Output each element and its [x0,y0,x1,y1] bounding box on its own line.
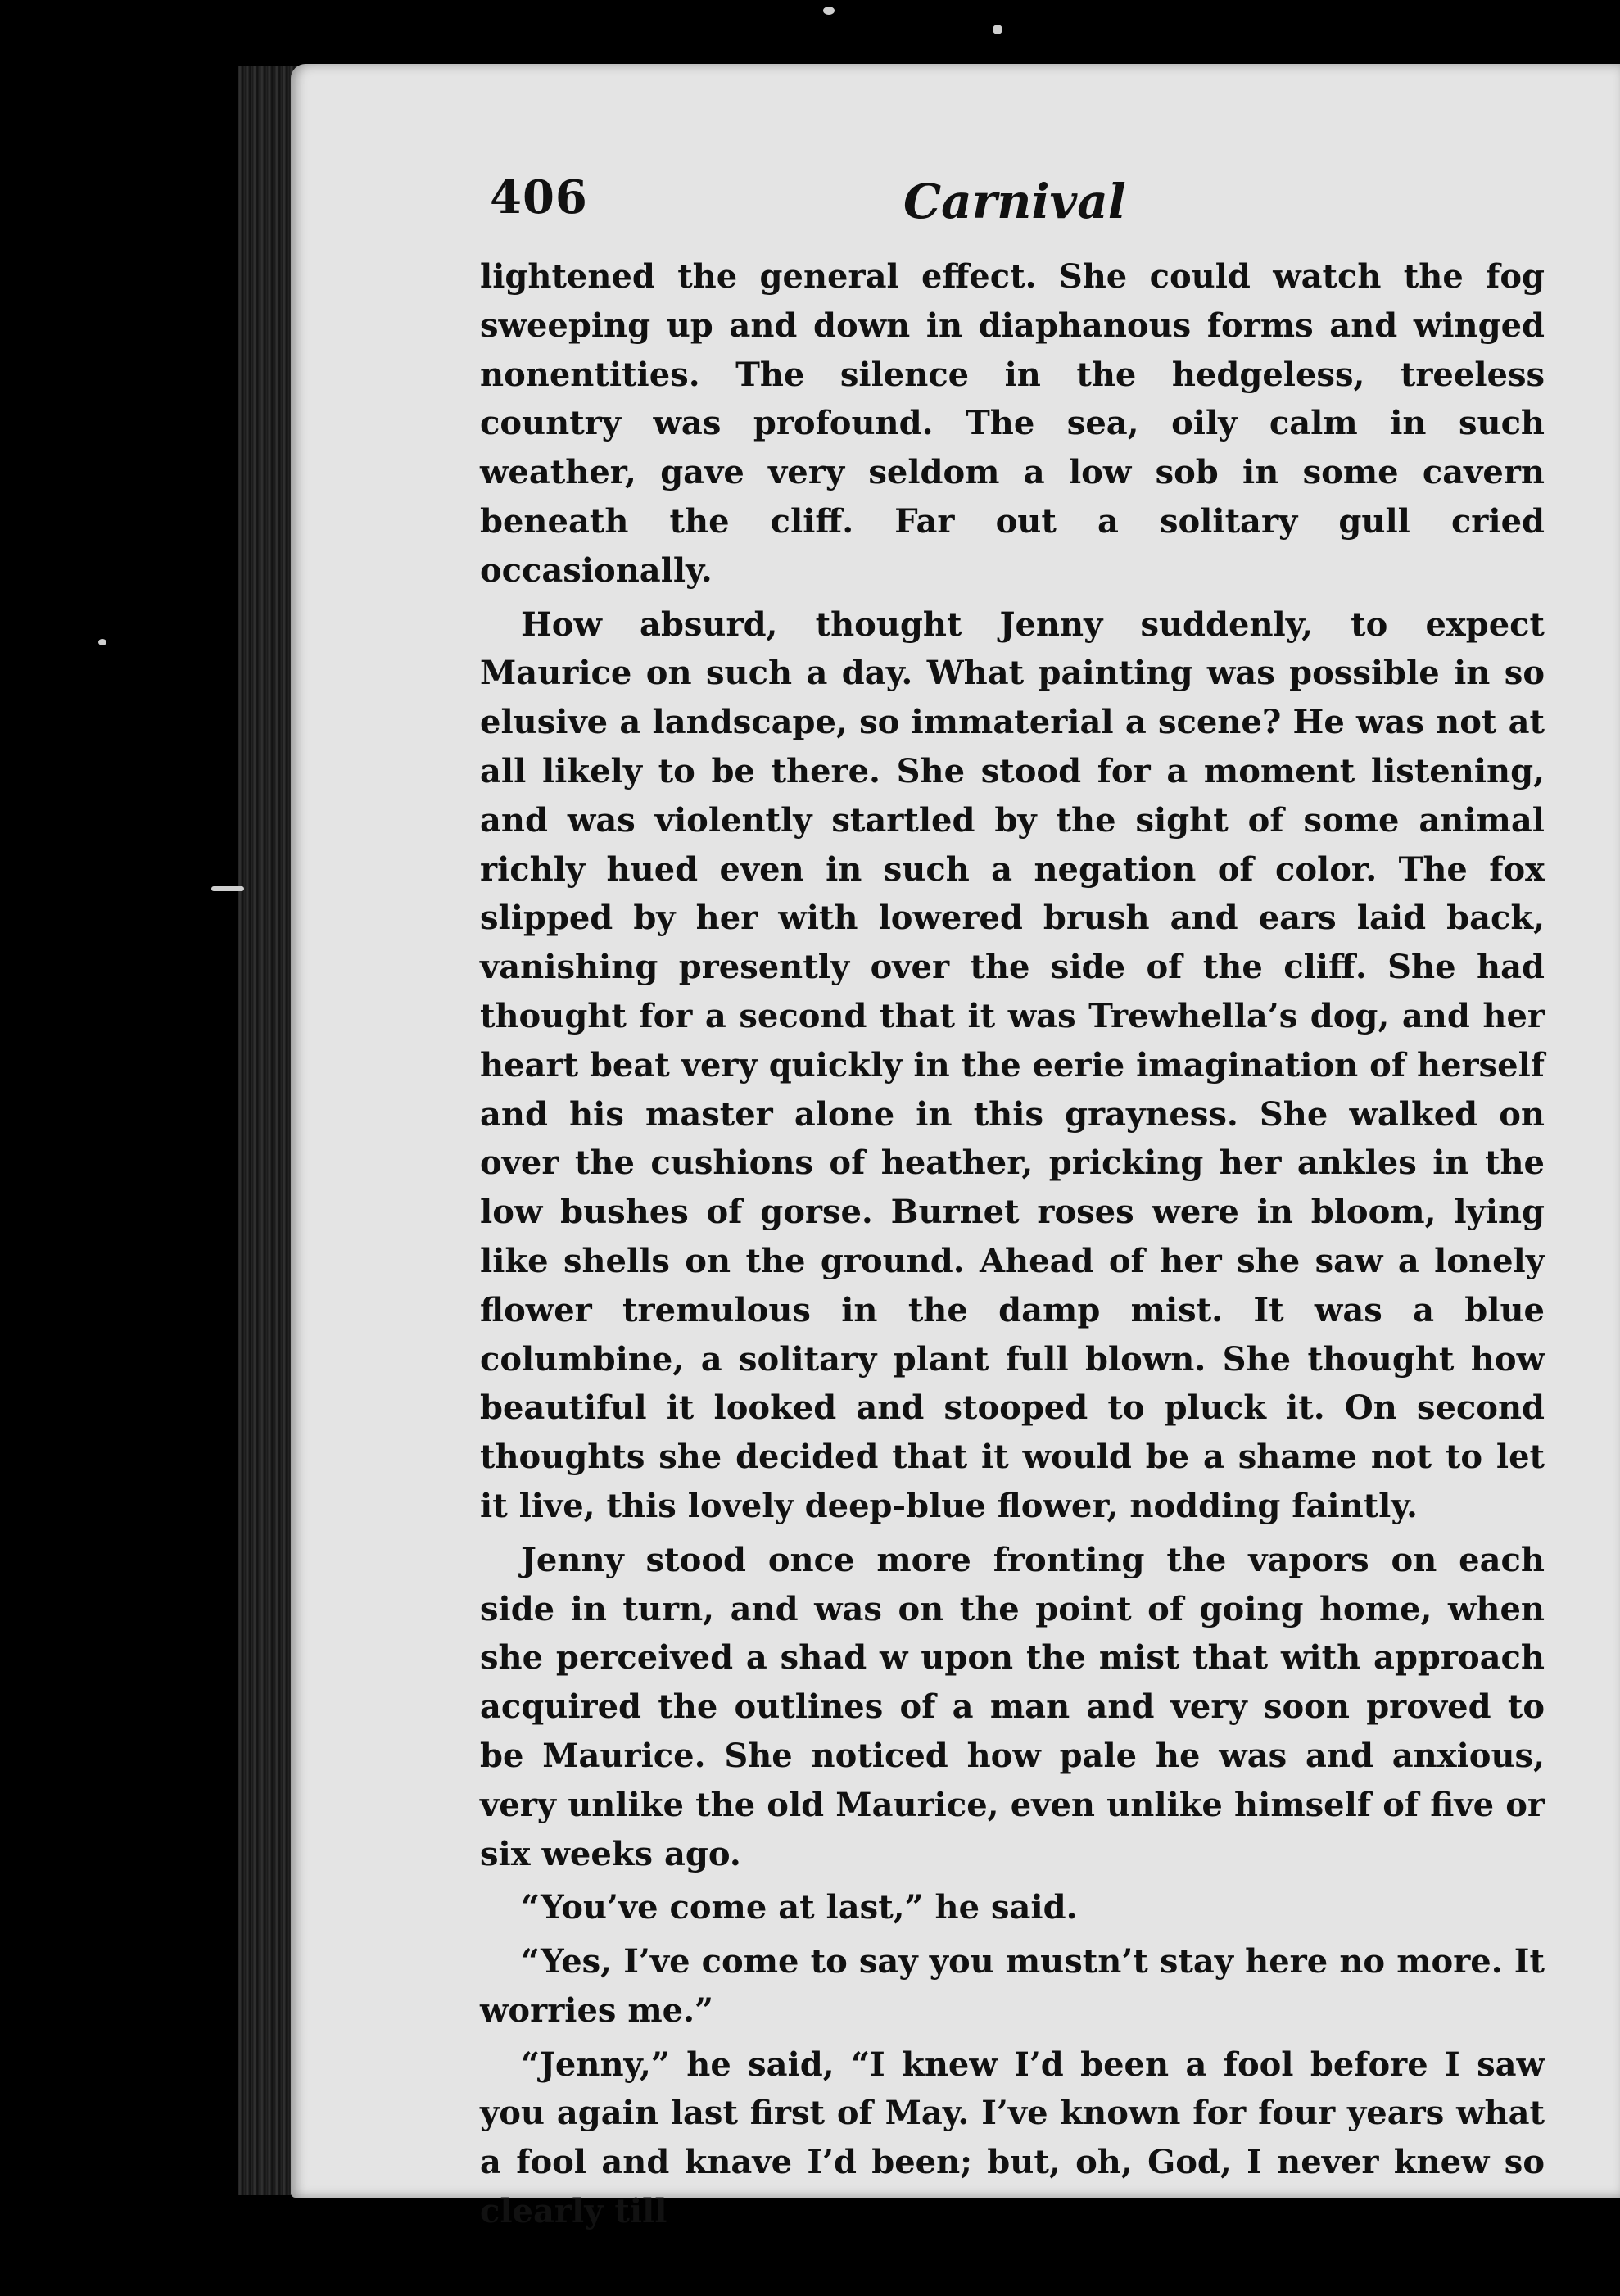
paragraph: “Jenny,” he said, “I knew I’d been a fool before I saw you again last first of May. I’ve known for four years what a fool and knave I’d been; but, oh, God, I never knew so clearly till [480,2045,1545,2231]
dust-speck [823,7,835,15]
paragraph: “You’ve come at last,” he said. [521,1888,1078,1927]
page-number: 406 [490,170,588,224]
running-title: Carnival [903,174,1126,229]
paragraph: lightened the general effect. She could watch the fog sweeping up and down in diaphanous forms and winged nonentities. The silence in the hedgeless, treeless country was profound. The sea, oily calm in such weather, gave very seldom a low sob in some cavern beneath the cliff. Far out a solitary gull cried occasionally. [480,257,1545,590]
page-header [490,170,1554,244]
dust-speck [211,886,244,891]
dust-speck [993,25,1002,34]
book-spine [238,66,299,2195]
paragraph: “Yes, I’ve come to say you mustn’t stay here no more. It worries me.” [480,1942,1545,2030]
paragraph: How absurd, thought Jenny suddenly, to expect Maurice on such a day. What painting was possible in so elusive a landscape, so immaterial a scene? He was not at all likely to be there. She stood for a moment listening, and was violently startled by the sight of some animal richly hued even in such a negation of color. The fox slipped by her with lowered brush and ears laid back, vanishing presently over the side of the cliff. She had thought for a second that it was Trewhella’s dog, and her heart beat very quickly in the eerie imagination of herself and his master alone in this grayness. She walked on over the cushions of heather, pricking her ankles in the low bushes of gorse. Burnet roses were in bloom, lying like shells on the ground. Ahead of her she saw a lonely flower tremulous in the damp mist. It was a blue columbine, a solitary plant full blown. She thought how beautiful it looked and stooped to pluck it. On second thoughts she decided that it would be a shame not to let it live, this lovely deep-blue flower, nodding faintly. [480,605,1545,1525]
body-text [480,252,1545,2241]
dust-speck [98,639,106,645]
paragraph: Jenny stood once more fronting the vapors on each side in turn, and was on the point of going home, when she perceived a shad w upon the mist that with approach acquired the outlines of a man and very soon proved to be Maurice. She noticed how pale he was and anxious, very unlike the old Maurice, even unlike himself of five or six weeks ago. [480,1540,1545,1873]
